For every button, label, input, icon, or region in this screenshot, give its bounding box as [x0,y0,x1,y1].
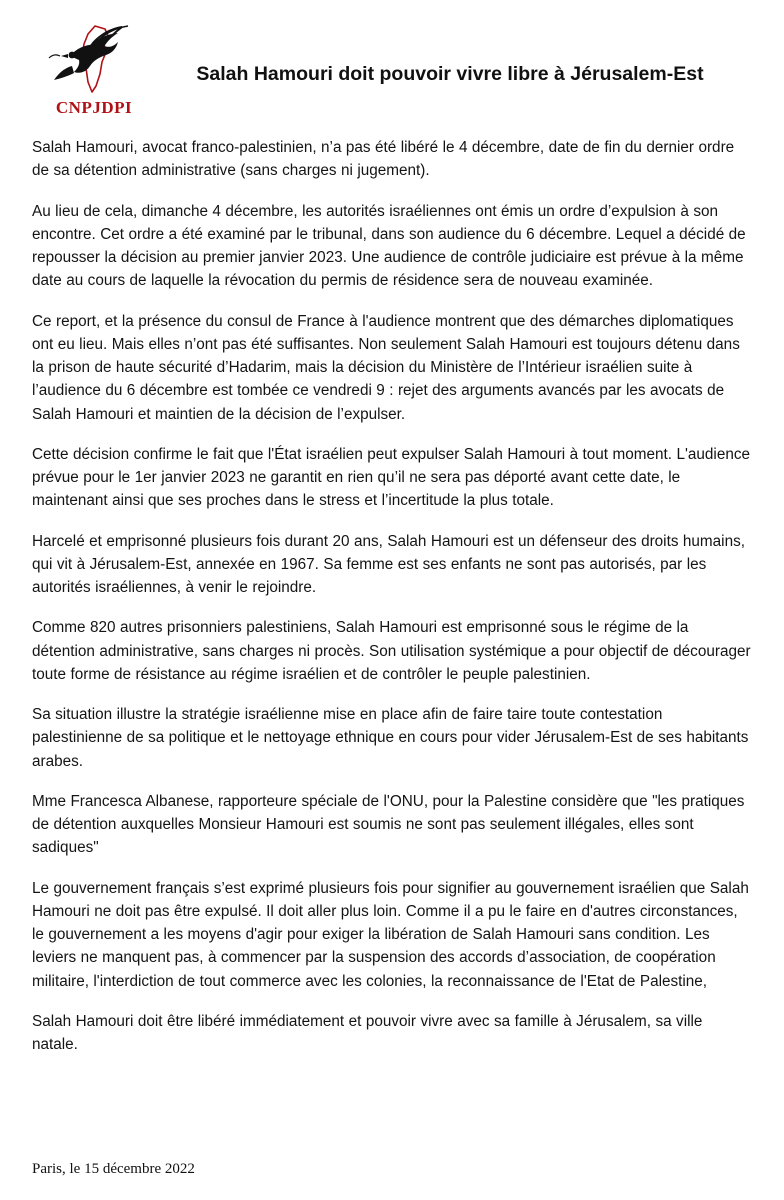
paragraph: Mme Francesca Albanese, rapporteure spéciale de l'ONU, pour la Palestine considère que "les pratiques de détention auxquelles Monsieur Hamouri est soumis ne sont pas seulement illégales, elles sont sadiques" [32,792,745,857]
page-title: Salah Hamouri doit pouvoir vivre libre à Jérusalem-Est [196,63,704,85]
paragraph: Cette décision confirme le fait que l'État israélien peut expulser Salah Hamouri à tout moment. L'audience prévue pour le 1er janvier 2023 ne garantit en rien qu’il ne sera pas déporté avant cette date, le maintenant ainsi que ses proches dans le stress et l’incertitude la plus totale. [32,445,750,510]
document-footer-dateline: Paris, le 15 décembre 2022 [32,1161,195,1177]
organization-acronym: CNPJDPI [55,98,133,117]
paragraph: Le gouvernement français s’est exprimé plusieurs fois pour signifier au gouvernement israélien que Salah Hamouri ne doit pas être expulsé. Il doit aller plus loin. Comme il a pu le faire en d'autres circonstances, le gouvernement a les moyens d'agir pour exiger la libération de Salah Hamouri sans condition. Les leviers ne manquent pas, à commencer par la suspension des accords d’association, de coopération militaire, l'interdiction de tout commerce avec les colonies, la reconnaissance de l'Etat de Palestine, [32,879,749,990]
paragraph: Harcelé et emprisonné plusieurs fois durant 20 ans, Salah Hamouri est un défenseur des droits humains, qui vit à Jérusalem-Est, annexée en 1967. Sa femme est ses enfants ne sont pas autorisés, par les autorités israéliennes, à venir le rejoindre. [32,532,745,596]
document-header [28,18,756,118]
paragraph: Comme 820 autres prisonniers palestiniens, Salah Hamouri est emprisonné sous le régime de la détention administrative, sans charges ni procès. Son utilisation systémique a pour objectif de décourager toute forme de résistance au régime israélien et de contrôler le peuple palestinien. [32,619,751,683]
title-container [154,18,756,87]
paragraph: Salah Hamouri doit être libéré immédiatement et pouvoir vivre avec sa famille à Jérusalem, sa ville natale. [32,1012,703,1053]
paragraph: Ce report, et la présence du consul de France à l'audience montrent que des démarches diplomatiques ont eu lieu. Mais elles n’ont pas été suffisantes. Non seulement Salah Hamouri est toujours détenu dans la prison de haute sécurité d’Hadarim, mais la décision du Ministère de l’Intérieur israélien suite à l’audience du 6 décembre est tombée ce vendredi 9 : rejet des arguments avancés par les avocats de Salah Hamouri et maintien de la décision de l’expulser. [32,312,740,423]
paragraph: Salah Hamouri, avocat franco-palestinien, n’a pas été libéré le 4 décembre, date de fin du dernier ordre de sa détention administrative (sans charges ni jugement). [32,139,735,180]
dove-over-palestine-map-icon [48,22,140,96]
paragraph: Sa situation illustre la stratégie israélienne mise en place afin de faire taire toute contestation palestinienne de sa politique et le nettoyage ethnique en cours pour vider Jérusalem-Est de ses habitants arabes. [32,706,749,770]
paragraph: Au lieu de cela, dimanche 4 décembre, les autorités israéliennes ont émis un ordre d’expulsion à son encontre. Cet ordre a été examiné par le tribunal, dans son audience du 6 décembre. Lequel a décidé de repousser la décision au premier janvier 2023. Une audience de contrôle judiciaire est prévue à la même date au cours de laquelle la révocation du permis de résidence sera de nouveau examinée. [32,202,746,290]
organization-logo [34,18,154,118]
document-body [28,136,756,1056]
